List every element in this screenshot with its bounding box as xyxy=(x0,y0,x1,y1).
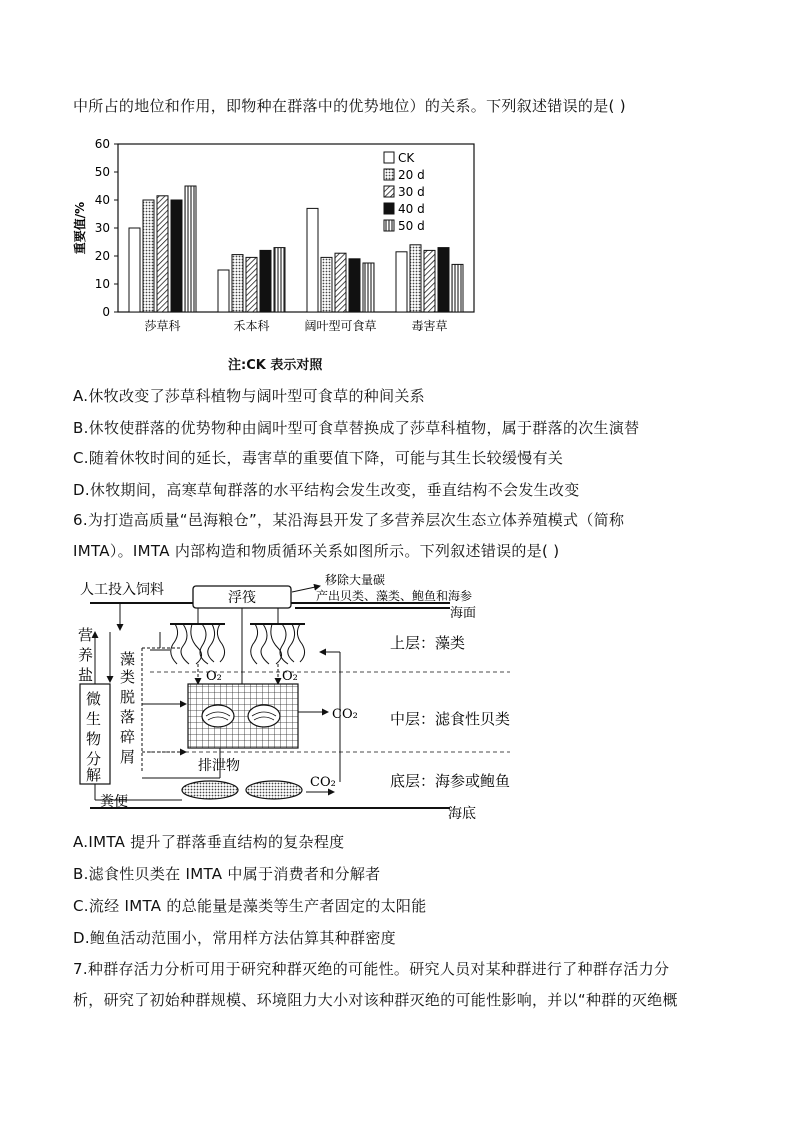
legend-label: CK xyxy=(398,151,415,165)
q5-option-b: B.休牧使群落的优势物种由阔叶型可食草替换成了莎草科植物，属于群落的次生演替 xyxy=(73,419,640,437)
x-tick-label: 莎草科 xyxy=(144,319,181,333)
imta-diagram xyxy=(70,572,530,827)
bar-2-5 xyxy=(274,248,285,312)
q5-option-c: C.随着休牧时间的延长，毒害草的重要值下降，可能与其生长较缓慢有关 xyxy=(73,449,564,467)
bar-3-4 xyxy=(349,259,360,312)
x-tick-label: 阔叶型可食草 xyxy=(304,319,377,333)
sea-cucumber-icon-1 xyxy=(182,781,238,799)
nutrient-char-1: 营 xyxy=(78,626,94,644)
legend-swatch xyxy=(384,186,394,197)
q6-stem-line1: 6.为打造高质量“邑海粮仓”，某沿海县开发了多营养层次生态立体养殖模式（简称 xyxy=(73,511,625,529)
bar-4-4 xyxy=(438,248,449,312)
legend-swatch xyxy=(384,152,394,163)
bar-2-4 xyxy=(260,250,271,312)
q6-option-d: D.鲍鱼活动范围小，常用样方法估算其种群密度 xyxy=(73,929,396,947)
legend-label: 40 d xyxy=(398,202,425,216)
y-tick-label: 20 xyxy=(94,249,110,263)
q5-option-a: A.休牧改变了莎草科植物与阔叶型可食草的种间关系 xyxy=(73,387,425,405)
chart-legend xyxy=(384,151,425,233)
y-axis-label: 重要值/% xyxy=(73,201,87,255)
shell-icon-right xyxy=(248,705,280,727)
excreta-label: 排泄物 xyxy=(198,758,240,774)
legend-label: 20 d xyxy=(398,168,425,182)
o2-right-label: O₂ xyxy=(282,669,298,684)
debris-char-6: 屑 xyxy=(120,748,136,766)
q6-option-b: B.滤食性贝类在 IMTA 中属于消费者和分解者 xyxy=(73,865,381,883)
layer-bottom-label: 底层：海参或鲍鱼 xyxy=(390,772,511,790)
nutrient-char-2: 养 xyxy=(78,646,94,664)
x-tick-label: 毒害草 xyxy=(411,319,448,333)
debris-char-2: 类 xyxy=(120,668,136,686)
x-tick-label: 禾本科 xyxy=(233,319,270,333)
bar-3-2 xyxy=(321,257,332,312)
microbe-char-2: 生 xyxy=(86,710,102,728)
q6-stem-line2: IMTA）。IMTA 内部构造和物质循环关系如图所示。下列叙述错误的是( ) xyxy=(73,542,560,560)
y-tick-label: 60 xyxy=(94,137,110,151)
feed-label: 人工投入饲料 xyxy=(80,582,164,598)
q7-stem-line1: 7.种群存活力分析可用于研究种群灭绝的可能性。研究人员对某种群进行了种群存活力分 xyxy=(73,960,670,978)
q6-option-c: C.流经 IMTA 的总能量是藻类等生产者固定的太阳能 xyxy=(73,897,427,915)
bar-3-1 xyxy=(307,208,318,312)
debris-char-1: 藻 xyxy=(120,650,136,668)
o2-left-label: O₂ xyxy=(206,669,222,684)
y-tick-label: 30 xyxy=(94,221,110,235)
bar-2-3 xyxy=(246,257,257,312)
algae-right xyxy=(251,624,305,664)
microbe-char-5: 解 xyxy=(86,766,102,784)
bar-1-1 xyxy=(129,228,140,312)
co2-mid-label: CO₂ xyxy=(332,707,358,722)
y-tick-label: 10 xyxy=(94,277,110,291)
bar-1-5 xyxy=(185,186,196,312)
legend-label: 30 d xyxy=(398,185,425,199)
bar-1-3 xyxy=(157,196,168,312)
remove-carbon-label: 移除大量碳 xyxy=(325,573,386,587)
debris-char-4: 落 xyxy=(120,708,136,726)
bar-2-2 xyxy=(232,255,243,312)
legend-swatch xyxy=(384,220,394,231)
sea-surface-label: 海面 xyxy=(450,606,477,621)
layer-mid-label: 中层：滤食性贝类 xyxy=(390,710,511,728)
raft-label: 浮筏 xyxy=(228,590,256,606)
debris-char-5: 碎 xyxy=(120,728,136,746)
y-tick-label: 50 xyxy=(94,165,110,179)
bar-1-4 xyxy=(171,200,182,312)
bar-2-1 xyxy=(218,270,229,312)
bar-4-2 xyxy=(410,245,421,312)
chart-note: 注:CK 表示对照 xyxy=(228,358,323,373)
algae-left xyxy=(171,624,225,664)
seabed-label: 海底 xyxy=(448,806,476,822)
microbe-char-3: 物 xyxy=(86,730,102,748)
sea-cucumber-icon-2 xyxy=(246,781,302,799)
nutrient-char-3: 盐 xyxy=(78,666,94,684)
bar-1-2 xyxy=(143,200,154,312)
legend-swatch xyxy=(384,203,394,214)
importance-bar-chart xyxy=(70,132,490,372)
q7-stem-line2: 析，研究了初始种群规模、环境阻力大小对该种群灭绝的可能性影响，并以“种群的灭绝概 xyxy=(73,991,678,1009)
microbe-char-4: 分 xyxy=(86,750,102,768)
output-label: 产出贝类、藻类、鲍鱼和海参 xyxy=(316,589,473,603)
legend-swatch xyxy=(384,169,394,180)
bar-3-3 xyxy=(335,253,346,312)
microbe-char-1: 微 xyxy=(86,690,102,708)
bar-3-5 xyxy=(363,263,374,312)
co2-bottom-label: CO₂ xyxy=(310,775,336,790)
q5-option-d: D.休牧期间，高寒草甸群落的水平结构会发生改变，垂直结构不会发生改变 xyxy=(73,481,580,499)
y-tick-label: 40 xyxy=(94,193,110,207)
debris-char-3: 脱 xyxy=(120,688,136,706)
bar-4-3 xyxy=(424,250,435,312)
intro-line: 中所占的地位和作用，即物种在群落中的优势地位）的关系。下列叙述错误的是( ) xyxy=(73,97,626,115)
shell-icon-left xyxy=(202,705,234,727)
bar-4-1 xyxy=(396,252,407,312)
q6-option-a: A.IMTA 提升了群落垂直结构的复杂程度 xyxy=(73,833,345,851)
feces-label: 粪便 xyxy=(100,794,128,810)
layer-top-label: 上层：藻类 xyxy=(390,634,466,652)
legend-label: 50 d xyxy=(398,219,425,233)
bar-4-5 xyxy=(452,264,463,312)
y-tick-label: 0 xyxy=(102,305,110,319)
